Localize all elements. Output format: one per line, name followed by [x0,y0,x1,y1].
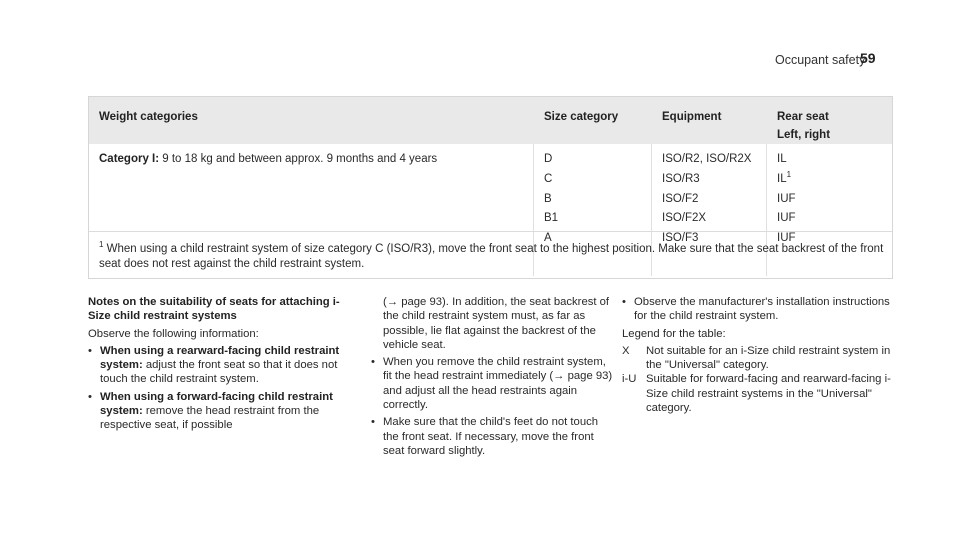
legend-text: Not suitable for an i-Size child restraint system in the "Universal" category. [646,344,891,372]
rear-seat-value: IUF [777,212,796,225]
size-value: D [544,153,553,165]
section-title: Occupant safety [775,53,866,67]
equipment-cell [662,150,751,249]
list-item: • When using a rearward-facing child restraint system: adjust the front seat so that it does not touch the child restraint system. [88,344,353,387]
rear-seat-value: IUF [777,192,796,205]
footnote-divider [89,231,892,232]
text-column-1 [88,295,353,433]
size-value: B [544,192,552,205]
header-equipment: Equipment [662,111,722,123]
size-value: C [544,172,553,185]
footnote-ref: 1 [786,169,792,179]
list-item: • Make sure that the child's feet do not touch the front seat. If necessary, move the front seat forward slightly. [371,415,616,458]
legend-text: Suitable for forward-facing and rearward-facing i-Size child restraint systems in the "Universal" category. [646,373,891,415]
text-column-3 [622,295,894,415]
continued-text: (→ page 93). In addition, the seat backrest of the child restraint system must, as far as possible, lie flat against the backrest of the vehicle seat. [383,296,610,351]
footnote-text: When using a child restraint system of size category C (ISO/R3), move the front seat to the highest position. Make sure that the seat backrest of the front seat does not rest against the child restraint system. [99,243,884,270]
equipment-value: ISO/R2, ISO/R2X [662,153,752,165]
legend-title: Legend for the table: [622,327,726,340]
notes-intro: Observe the following information: [88,327,259,340]
header-rear-seat-sub: Left, right [777,129,831,141]
legend-key: i-U [622,373,637,386]
equipment-value: ISO/F2X [662,212,707,225]
equipment-value: ISO/F2 [662,192,699,205]
rear-seat-value: IL [777,153,787,165]
category-cell [99,150,437,170]
rear-seat-value: IUF [777,232,796,245]
header-rear-seat: Rear seat [777,111,829,123]
table-header [89,97,892,144]
list-item: • When using a forward-facing child restraint system: remove the head restraint from the respective seat, if possible [88,390,353,433]
equipment-value: ISO/R3 [662,172,700,185]
list-item: • Observe the manufacturer's installation instructions for the child restraint system. [622,295,894,324]
header-weight-categories: Weight categories [99,111,198,123]
legend-key: X [622,344,630,357]
equipment-value: ISO/F3 [662,232,699,245]
rear-seat-value: $IL^1$ [777,169,792,185]
size-value: A [544,232,552,245]
table-footnote [99,242,884,272]
size-category-cell [544,150,558,249]
size-value: B1 [544,212,559,225]
list-item: • When you remove the child restraint system, fit the head restraint immediately (→ page 93) and adjust all the head restraints again correctly. [371,355,616,412]
category-label: Category I: [99,153,160,165]
text-column-2 [371,295,616,458]
category-description: 9 to 18 kg and between approx. 9 months and 4 years [159,153,438,165]
legend-item [622,344,894,373]
child-seat-table [88,96,893,279]
rear-seat-cell [777,150,796,249]
page-number: 59 [860,50,876,66]
notes-heading: Notes on the suitability of seats for attaching i-Size child restraint systems [88,296,340,323]
legend-item [622,372,894,415]
footnote-mark: 1 [99,240,104,250]
header-size-category: Size category [544,111,619,123]
